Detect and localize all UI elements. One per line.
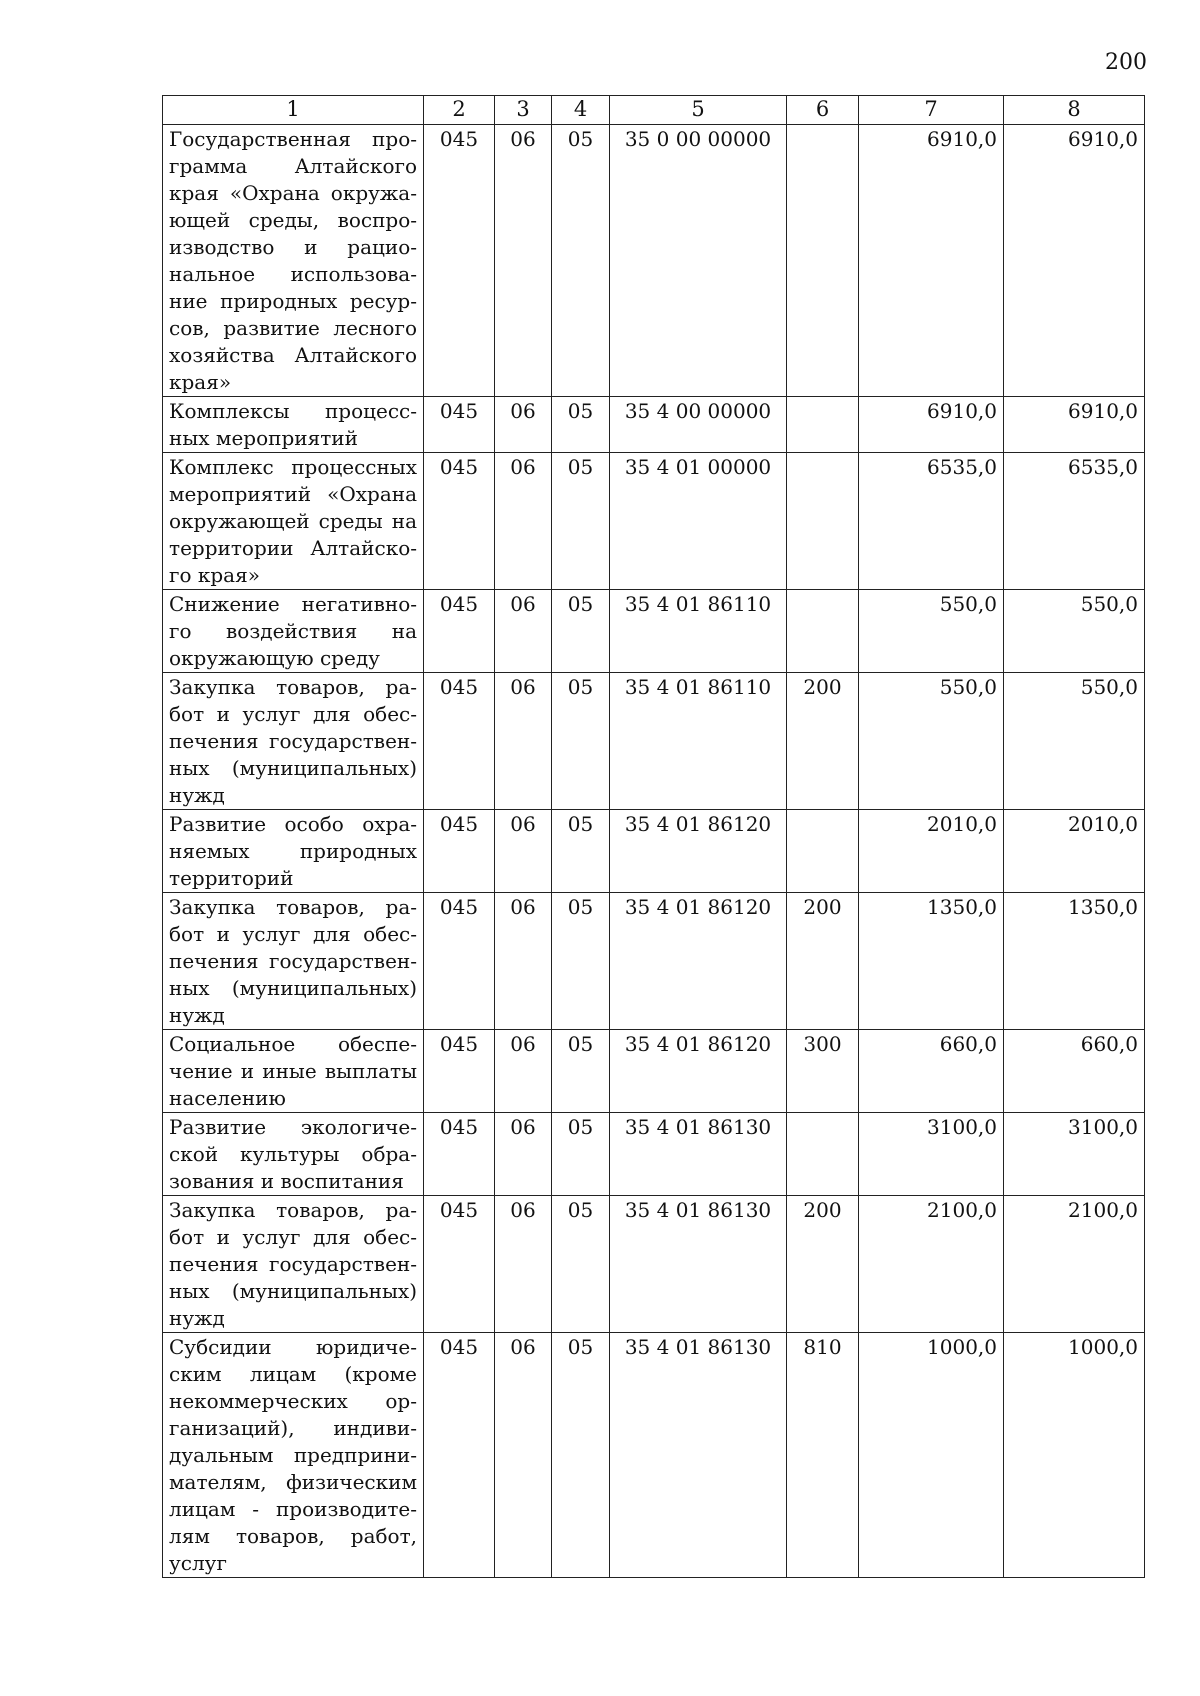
cell-name: Снижение негативно-го воздействия на окружающую среду <box>163 590 424 673</box>
cell-target-article: 35 0 00 00000 <box>610 125 787 397</box>
table-row <box>163 1333 1145 1578</box>
table-header-row <box>163 96 1145 125</box>
cell-name: Закупка товаров, ра-бот и услуг для обес-печения государствен-ных (муниципальных) нужд <box>163 673 424 810</box>
cell-section-code: 06 <box>495 125 552 397</box>
cell-section-code: 06 <box>495 1333 552 1578</box>
table-body <box>163 125 1145 1578</box>
cell-ministry-code: 045 <box>424 673 495 810</box>
cell-ministry-code: 045 <box>424 810 495 893</box>
cell-target-article: 35 4 01 86130 <box>610 1196 787 1333</box>
table-row <box>163 125 1145 397</box>
cell-amount-2: 1000,0 <box>1004 1333 1145 1578</box>
table-row <box>163 810 1145 893</box>
cell-amount-2: 660,0 <box>1004 1030 1145 1113</box>
cell-section-code: 06 <box>495 1030 552 1113</box>
table-row <box>163 453 1145 590</box>
cell-amount-1: 1350,0 <box>859 893 1004 1030</box>
cell-amount-1: 2100,0 <box>859 1196 1004 1333</box>
cell-amount-2: 2010,0 <box>1004 810 1145 893</box>
cell-amount-2: 550,0 <box>1004 673 1145 810</box>
cell-amount-2: 550,0 <box>1004 590 1145 673</box>
cell-amount-2: 6910,0 <box>1004 397 1145 453</box>
cell-subsection-code: 05 <box>552 810 610 893</box>
cell-subsection-code: 05 <box>552 590 610 673</box>
table-row <box>163 673 1145 810</box>
column-header: 4 <box>552 96 610 125</box>
cell-target-article: 35 4 01 86130 <box>610 1333 787 1578</box>
column-header: 2 <box>424 96 495 125</box>
cell-expense-type: 810 <box>787 1333 859 1578</box>
cell-target-article: 35 4 01 00000 <box>610 453 787 590</box>
cell-ministry-code: 045 <box>424 1113 495 1196</box>
cell-name: Закупка товаров, ра-бот и услуг для обес-печения государствен-ных (муниципальных) нужд <box>163 893 424 1030</box>
cell-amount-2: 3100,0 <box>1004 1113 1145 1196</box>
cell-amount-2: 2100,0 <box>1004 1196 1145 1333</box>
cell-name: Развитие особо охра-няемых природных территорий <box>163 810 424 893</box>
cell-target-article: 35 4 01 86120 <box>610 1030 787 1113</box>
cell-ministry-code: 045 <box>424 1196 495 1333</box>
cell-subsection-code: 05 <box>552 893 610 1030</box>
cell-amount-1: 550,0 <box>859 673 1004 810</box>
cell-target-article: 35 4 00 00000 <box>610 397 787 453</box>
cell-subsection-code: 05 <box>552 1196 610 1333</box>
cell-subsection-code: 05 <box>552 1030 610 1113</box>
cell-name: Социальное обеспе-чение и иные выплаты населению <box>163 1030 424 1113</box>
cell-amount-1: 2010,0 <box>859 810 1004 893</box>
cell-amount-1: 6535,0 <box>859 453 1004 590</box>
cell-expense-type <box>787 1113 859 1196</box>
table-row <box>163 397 1145 453</box>
table-row <box>163 1196 1145 1333</box>
cell-ministry-code: 045 <box>424 453 495 590</box>
column-header: 1 <box>163 96 424 125</box>
table-row <box>163 1113 1145 1196</box>
cell-subsection-code: 05 <box>552 673 610 810</box>
cell-subsection-code: 05 <box>552 1113 610 1196</box>
cell-expense-type <box>787 810 859 893</box>
cell-expense-type <box>787 125 859 397</box>
column-header: 6 <box>787 96 859 125</box>
cell-amount-1: 3100,0 <box>859 1113 1004 1196</box>
cell-expense-type: 200 <box>787 1196 859 1333</box>
cell-ministry-code: 045 <box>424 893 495 1030</box>
cell-section-code: 06 <box>495 453 552 590</box>
cell-ministry-code: 045 <box>424 590 495 673</box>
column-header: 5 <box>610 96 787 125</box>
column-header: 8 <box>1004 96 1145 125</box>
cell-expense-type <box>787 590 859 673</box>
cell-expense-type: 300 <box>787 1030 859 1113</box>
column-header: 7 <box>859 96 1004 125</box>
cell-section-code: 06 <box>495 1113 552 1196</box>
cell-subsection-code: 05 <box>552 453 610 590</box>
cell-amount-1: 1000,0 <box>859 1333 1004 1578</box>
cell-expense-type: 200 <box>787 673 859 810</box>
table-row <box>163 1030 1145 1113</box>
cell-target-article: 35 4 01 86110 <box>610 673 787 810</box>
cell-section-code: 06 <box>495 590 552 673</box>
cell-ministry-code: 045 <box>424 1333 495 1578</box>
cell-section-code: 06 <box>495 810 552 893</box>
cell-name: Закупка товаров, ра-бот и услуг для обес-печения государствен-ных (муниципальных) нужд <box>163 1196 424 1333</box>
cell-ministry-code: 045 <box>424 1030 495 1113</box>
cell-target-article: 35 4 01 86130 <box>610 1113 787 1196</box>
table-row <box>163 590 1145 673</box>
cell-subsection-code: 05 <box>552 125 610 397</box>
cell-name: Развитие экологиче-ской культуры обра-зования и воспитания <box>163 1113 424 1196</box>
cell-name: Государственная про-грамма Алтайского края «Охрана окружа-ющей среды, воспро-изводство и рацио-нальное использова-ние природных ресур-сов, развитие лесного хозяйства Алтайского края» <box>163 125 424 397</box>
cell-section-code: 06 <box>495 397 552 453</box>
cell-amount-2: 6535,0 <box>1004 453 1145 590</box>
cell-target-article: 35 4 01 86120 <box>610 893 787 1030</box>
page-number: 200 <box>1105 50 1147 75</box>
table-row <box>163 893 1145 1030</box>
cell-amount-2: 1350,0 <box>1004 893 1145 1030</box>
cell-ministry-code: 045 <box>424 397 495 453</box>
cell-expense-type: 200 <box>787 893 859 1030</box>
cell-amount-1: 6910,0 <box>859 125 1004 397</box>
cell-subsection-code: 05 <box>552 1333 610 1578</box>
cell-amount-1: 660,0 <box>859 1030 1004 1113</box>
cell-ministry-code: 045 <box>424 125 495 397</box>
cell-amount-1: 6910,0 <box>859 397 1004 453</box>
cell-section-code: 06 <box>495 673 552 810</box>
cell-name: Комплекс процессных мероприятий «Охрана окружающей среды на территории Алтайско-го края» <box>163 453 424 590</box>
cell-name: Субсидии юридиче-ским лицам (кроме некоммерческих ор-ганизаций), индиви-дуальным предприни-мателям, физическим лицам - производите-лям товаров, работ, услуг <box>163 1333 424 1578</box>
cell-expense-type <box>787 453 859 590</box>
cell-target-article: 35 4 01 86120 <box>610 810 787 893</box>
budget-table <box>162 95 1145 1578</box>
cell-expense-type <box>787 397 859 453</box>
cell-name: Комплексы процесс-ных мероприятий <box>163 397 424 453</box>
cell-section-code: 06 <box>495 893 552 1030</box>
cell-amount-1: 550,0 <box>859 590 1004 673</box>
cell-amount-2: 6910,0 <box>1004 125 1145 397</box>
cell-section-code: 06 <box>495 1196 552 1333</box>
cell-subsection-code: 05 <box>552 397 610 453</box>
cell-target-article: 35 4 01 86110 <box>610 590 787 673</box>
column-header: 3 <box>495 96 552 125</box>
